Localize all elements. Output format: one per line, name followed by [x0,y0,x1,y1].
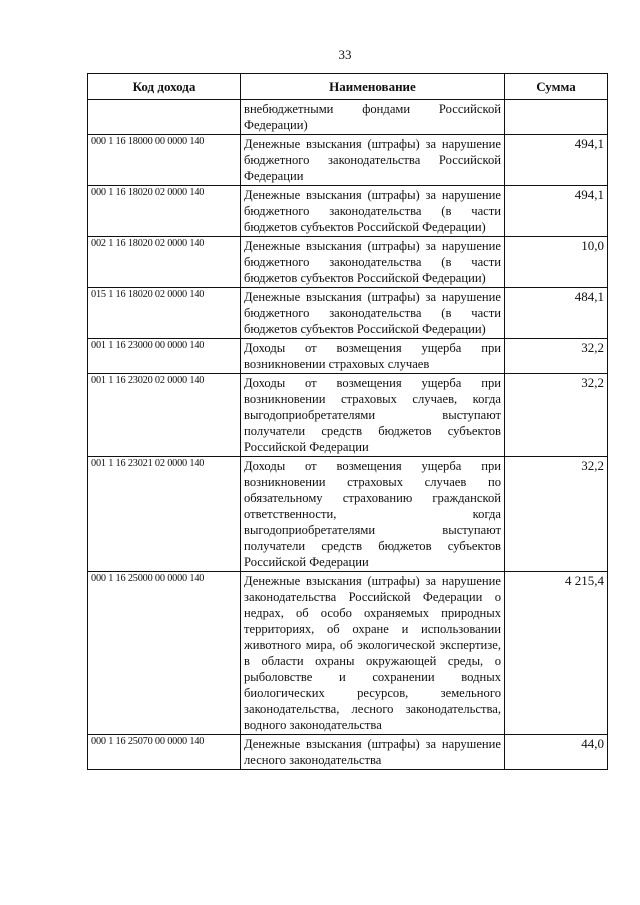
income-code: 000 1 16 18000 00 0000 140 [88,135,241,186]
income-sum: 494,1 [505,135,608,186]
income-name: Денежные взыскания (штрафы) за нарушение законодательства Российской Федерации о недрах, об особо охраняемых природных территориях, об охране и использовании животного мира, об экологической экспертизе, в области охраны окружающей среды, о рыболовстве и сохранении водных биологических ресурсов, земельного законодательства, лесного законодательства, водного законодательства [241,572,505,735]
page-number: 33 [338,47,352,62]
table-row [88,457,608,572]
table-row [88,186,608,237]
income-sum: 10,0 [505,237,608,288]
income-code: 002 1 16 18020 02 0000 140 [88,237,241,288]
income-sum: 32,2 [505,339,608,374]
income-name: внебюджетными фондами Российской Федерации) [241,100,505,135]
table-row [88,374,608,457]
income-code: 001 1 16 23000 00 0000 140 [88,339,241,374]
table-row [88,735,608,770]
income-code: 001 1 16 23020 02 0000 140 [88,374,241,457]
table-row [88,572,608,735]
table-row [88,339,608,374]
income-code: 000 1 16 25000 00 0000 140 [88,572,241,735]
table-row [88,237,608,288]
income-name: Денежные взыскания (штрафы) за нарушение лесного законодательства [241,735,505,770]
income-sum: 32,2 [505,374,608,457]
income-sum: 484,1 [505,288,608,339]
income-code [88,100,241,135]
table-row [88,135,608,186]
income-sum [505,100,608,135]
income-name: Денежные взыскания (штрафы) за нарушение бюджетного законодательства (в части бюджетов субъектов Российской Федерации) [241,237,505,288]
income-sum: 4 215,4 [505,572,608,735]
income-name: Доходы от возмещения ущерба при возникновении страховых случаев, когда выгодоприобретателями выступают получатели средств бюджетов субъектов Российской Федерации [241,374,505,457]
income-name: Денежные взыскания (штрафы) за нарушение бюджетного законодательства Российской Федерации [241,135,505,186]
income-name: Денежные взыскания (штрафы) за нарушение бюджетного законодательства (в части бюджетов субъектов Российской Федерации) [241,288,505,339]
income-name: Доходы от возмещения ущерба при возникновении страховых случаев [241,339,505,374]
income-name: Доходы от возмещения ущерба при возникновении страховых случаев по обязательному страхованию гражданской ответственности, когда выгодоприобретателями выступают получатели средств бюджетов субъектов Российской Федерации [241,457,505,572]
income-sum: 494,1 [505,186,608,237]
table-header-row [88,74,608,100]
table-row [88,288,608,339]
income-sum: 32,2 [505,457,608,572]
header-code: Код дохода [88,74,241,100]
income-name: Денежные взыскания (штрафы) за нарушение бюджетного законодательства (в части бюджетов субъектов Российской Федерации) [241,186,505,237]
income-sum: 44,0 [505,735,608,770]
header-sum: Сумма [505,74,608,100]
income-code: 015 1 16 18020 02 0000 140 [88,288,241,339]
revenue-table [87,73,608,770]
income-code: 000 1 16 25070 00 0000 140 [88,735,241,770]
income-code: 001 1 16 23021 02 0000 140 [88,457,241,572]
table-row [88,100,608,135]
header-name: Наименование [241,74,505,100]
income-code: 000 1 16 18020 02 0000 140 [88,186,241,237]
